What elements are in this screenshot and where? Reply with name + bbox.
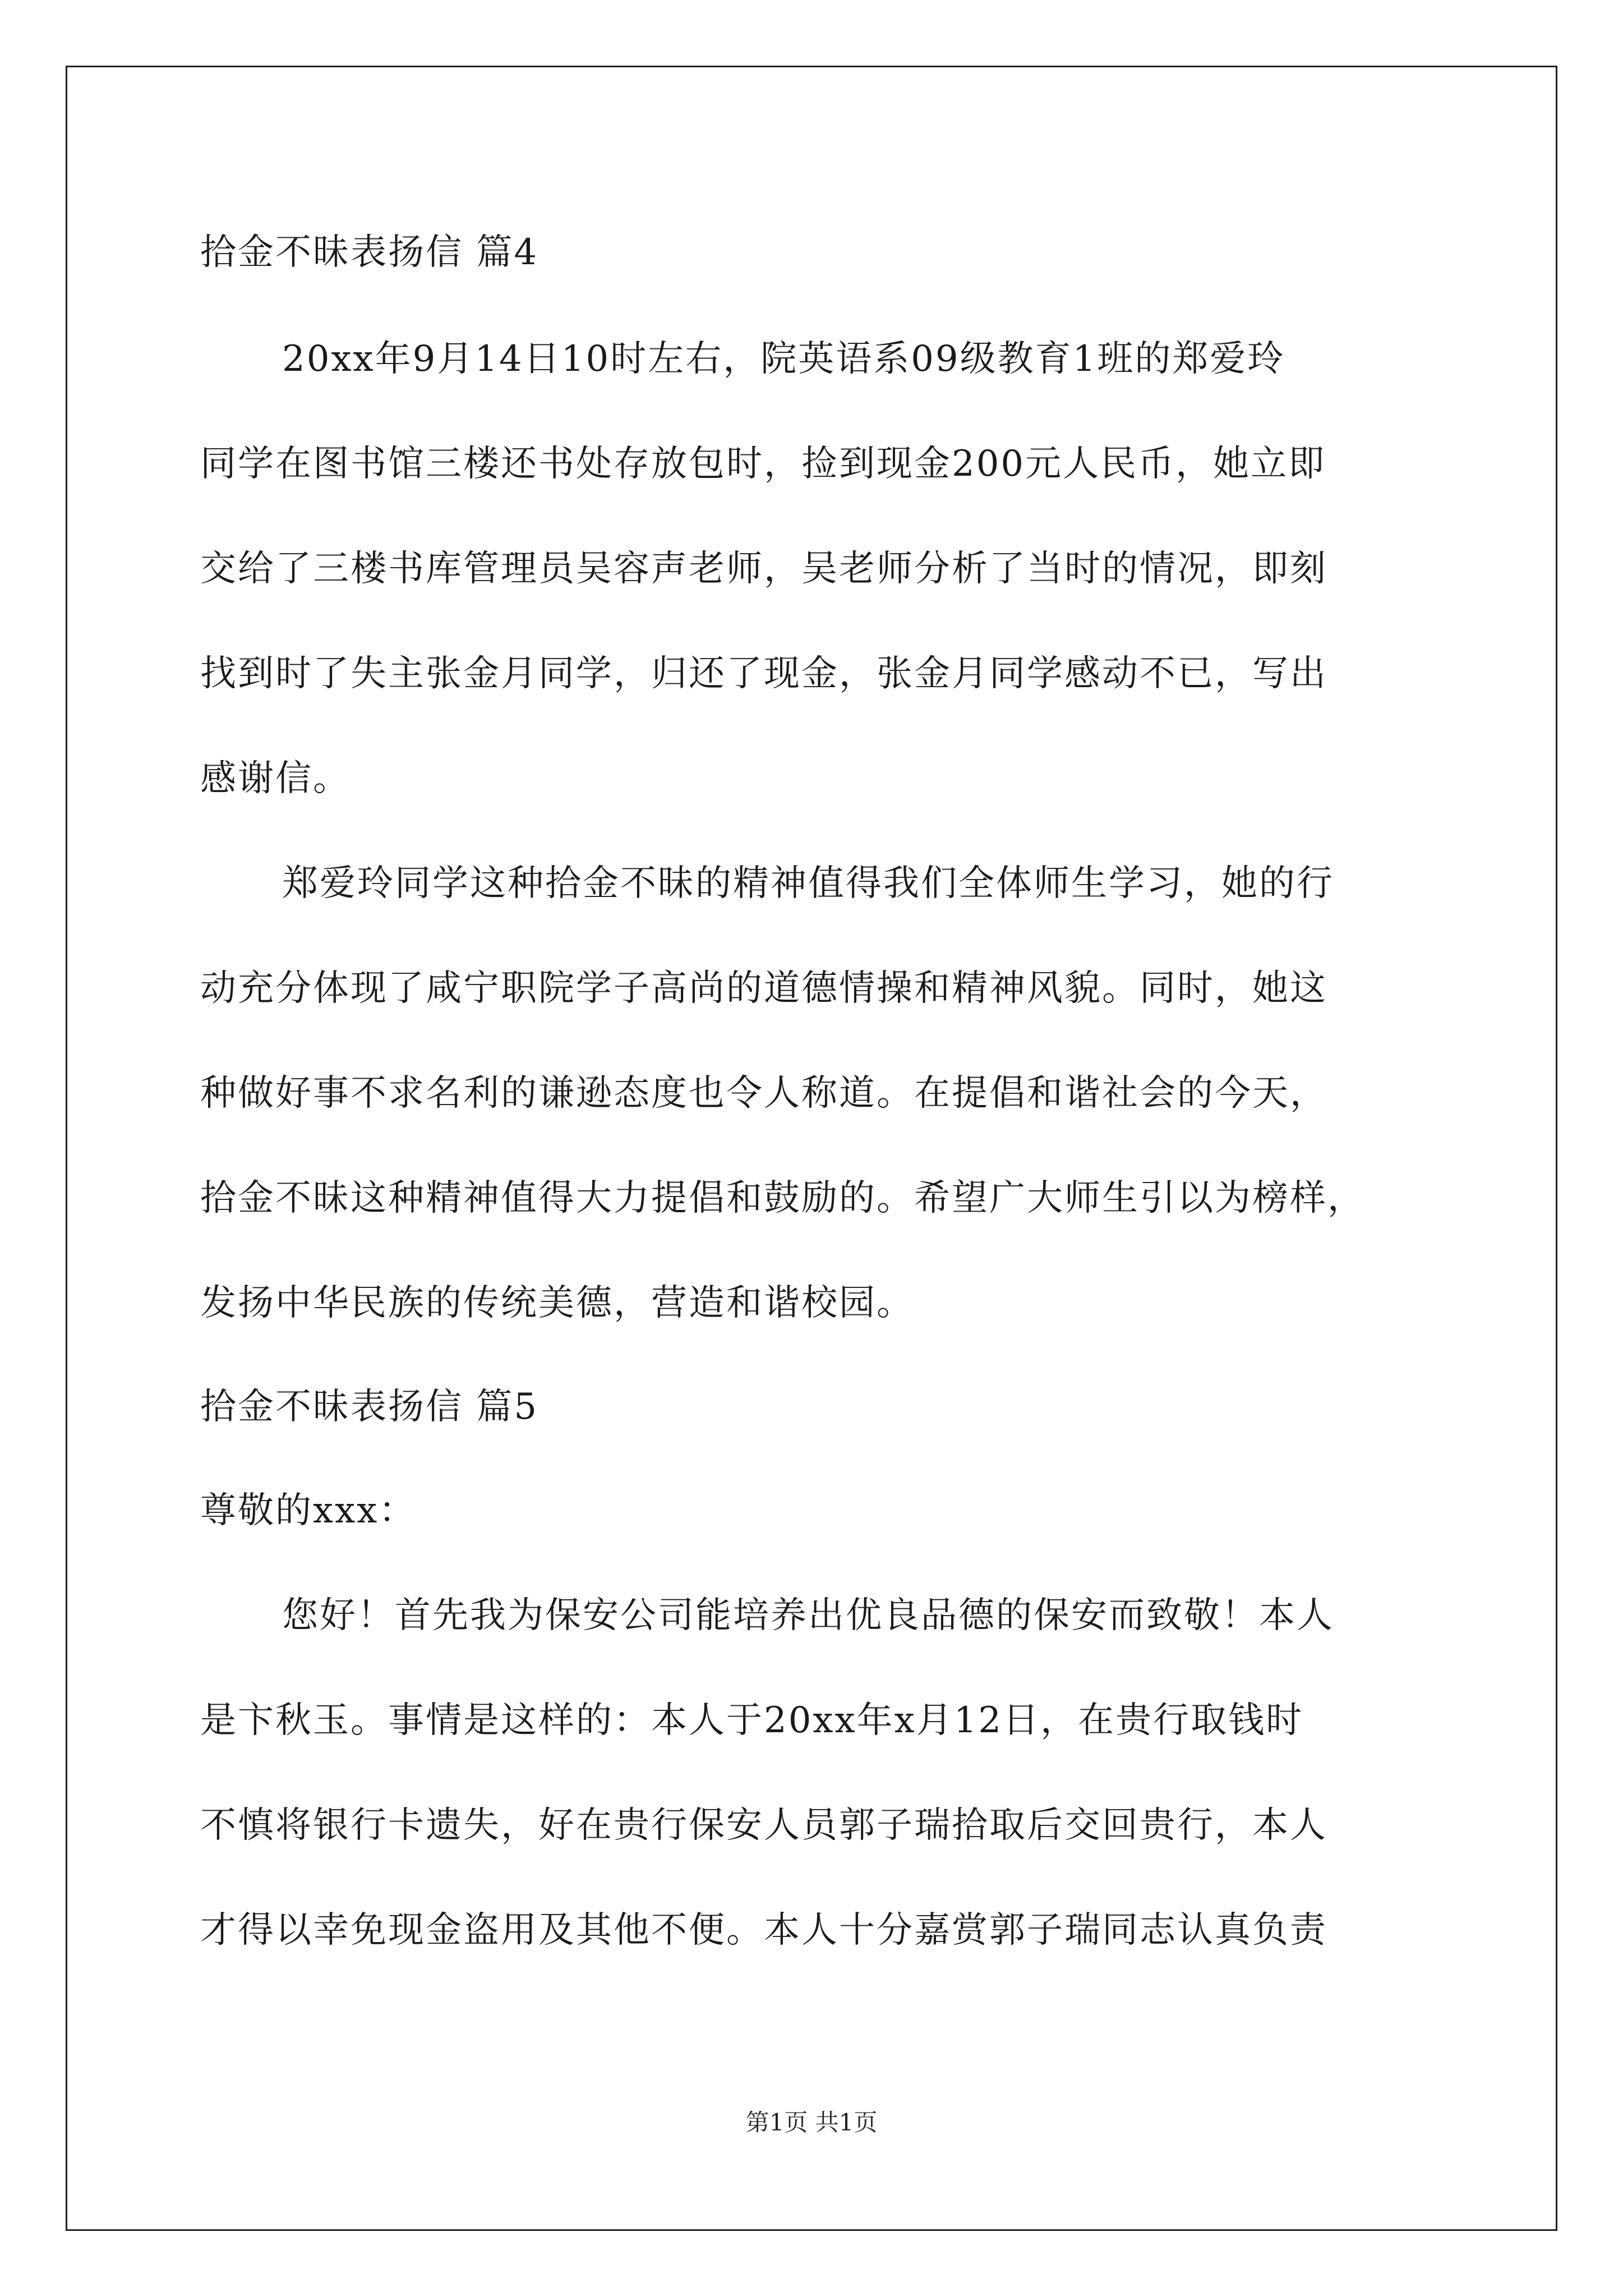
section-heading-5: 拾金不昧表扬信 篇5 [200, 1386, 539, 1428]
page-footer: 第1页 共1页 [745, 2109, 878, 2136]
salutation: 尊敬的xxx： [200, 1490, 417, 1531]
paragraph-line: 拾金不昧这种精神值得大力提倡和鼓励的。希望广大师生引以为榜样， [200, 1177, 1365, 1219]
paragraph-line: 您好！首先我为保安公司能培养出优良品德的保安而致敬！本人 [282, 1595, 1334, 1636]
paragraph-line: 是卞秋玉。事情是这样的：本人于20xx年x月12日，在贵行取钱时 [200, 1700, 1304, 1741]
paragraph-line: 交给了三楼书库管理员吴容声老师，吴老师分析了当时的情况，即刻 [200, 548, 1327, 590]
paragraph-line: 20xx年9月14日10时左右，院英语系09级教育1班的郑爱玲 [282, 338, 1285, 380]
paragraph-line: 不慎将银行卡遗失，好在贵行保安人员郭子瑞拾取后交回贵行，本人 [200, 1805, 1327, 1846]
paragraph-line: 感谢信。 [200, 758, 351, 799]
paragraph-line: 发扬中华民族的传统美德，营造和谐校园。 [200, 1282, 914, 1324]
section-heading-4: 拾金不昧表扬信 篇4 [200, 232, 539, 273]
paragraph-line: 郑爱玲同学这种拾金不昧的精神值得我们全体师生学习，她的行 [282, 863, 1334, 904]
paragraph-line: 才得以幸免现金盗用及其他不便。本人十分嘉赏郭子瑞同志认真负责 [200, 1910, 1327, 1951]
paragraph-line: 找到时了失主张金月同学，归还了现金，张金月同学感动不已，写出 [200, 653, 1327, 694]
paragraph-line: 种做好事不求名利的谦逊态度也令人称道。在提倡和谐社会的今天， [200, 1073, 1327, 1114]
paragraph-line: 动充分体现了咸宁职院学子高尚的道德情操和精神风貌。同时，她这 [200, 968, 1327, 1009]
page-border [66, 66, 1557, 2231]
paragraph-line: 同学在图书馆三楼还书处存放包时，捡到现金200元人民币，她立即 [200, 443, 1326, 485]
